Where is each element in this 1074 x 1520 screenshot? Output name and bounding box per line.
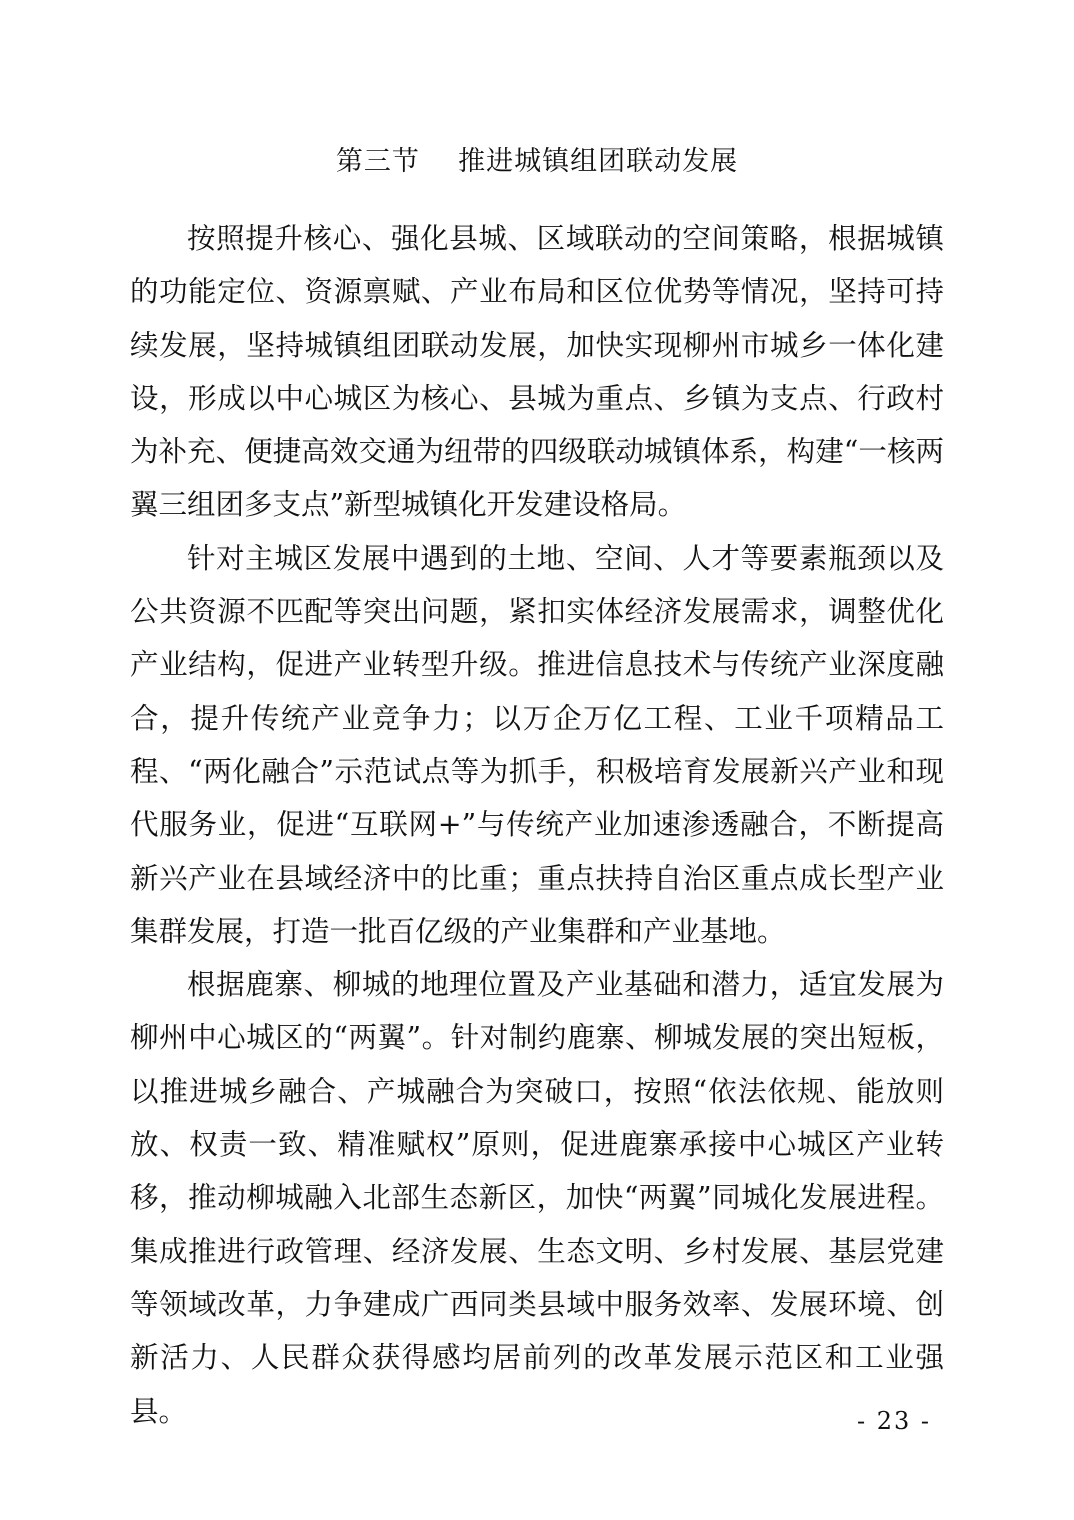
section-label: 第三节 xyxy=(335,146,420,177)
page-number: - 23 - xyxy=(856,1407,931,1435)
document-body xyxy=(130,212,944,1438)
section-title: 推进城镇组团联动发展 xyxy=(458,146,739,177)
section-heading xyxy=(0,138,1074,186)
paragraph-3: 根据鹿寨、柳城的地理位置及产业基础和潜力，适宜发展为柳州中心城区的“两翼”。针对制约鹿寨、柳城发展的突出短板，以推进城乡融合、产城融合为突破口，按照“依法依规、能放则放、权责一致、精准赋权”原则，促进鹿寨承接中心城区产业转移，推动柳城融入北部生态新区，加快“两翼”同城化发展进程。集成推进行政管理、经济发展、生态文明、乡村发展、基层党建等领域改革，力争建成广西同类县域中服务效率、发展环境、创新活力、人民群众获得感均居前列的改革发展示范区和工业强县。 xyxy=(130,968,944,1428)
paragraph-1: 按照提升核心、强化县城、区域联动的空间策略，根据城镇的功能定位、资源禀赋、产业布局和区位优势等情况，坚持可持续发展，坚持城镇组团联动发展，加快实现柳州市城乡一体化建设，形成以中心城区为核心、县城为重点、乡镇为支点、行政村为补充、便捷高效交通为纽带的四级联动城镇体系，构建“一核两翼三组团多支点”新型城镇化开发建设格局。 xyxy=(130,222,944,522)
paragraph-2: 针对主城区发展中遇到的土地、空间、人才等要素瓶颈以及公共资源不匹配等突出问题，紧扣实体经济发展需求，调整优化产业结构，促进产业转型升级。推进信息技术与传统产业深度融合，提升传统产业竞争力；以万企万亿工程、工业千项精品工程、“两化融合”示范试点等为抓手，积极培育发展新兴产业和现代服务业，促进“互联网+”与传统产业加速渗透融合，不断提高新兴产业在县域经济中的比重；重点扶持自治区重点成长型产业集群发展，打造一批百亿级的产业集群和产业基地。 xyxy=(130,541,944,948)
